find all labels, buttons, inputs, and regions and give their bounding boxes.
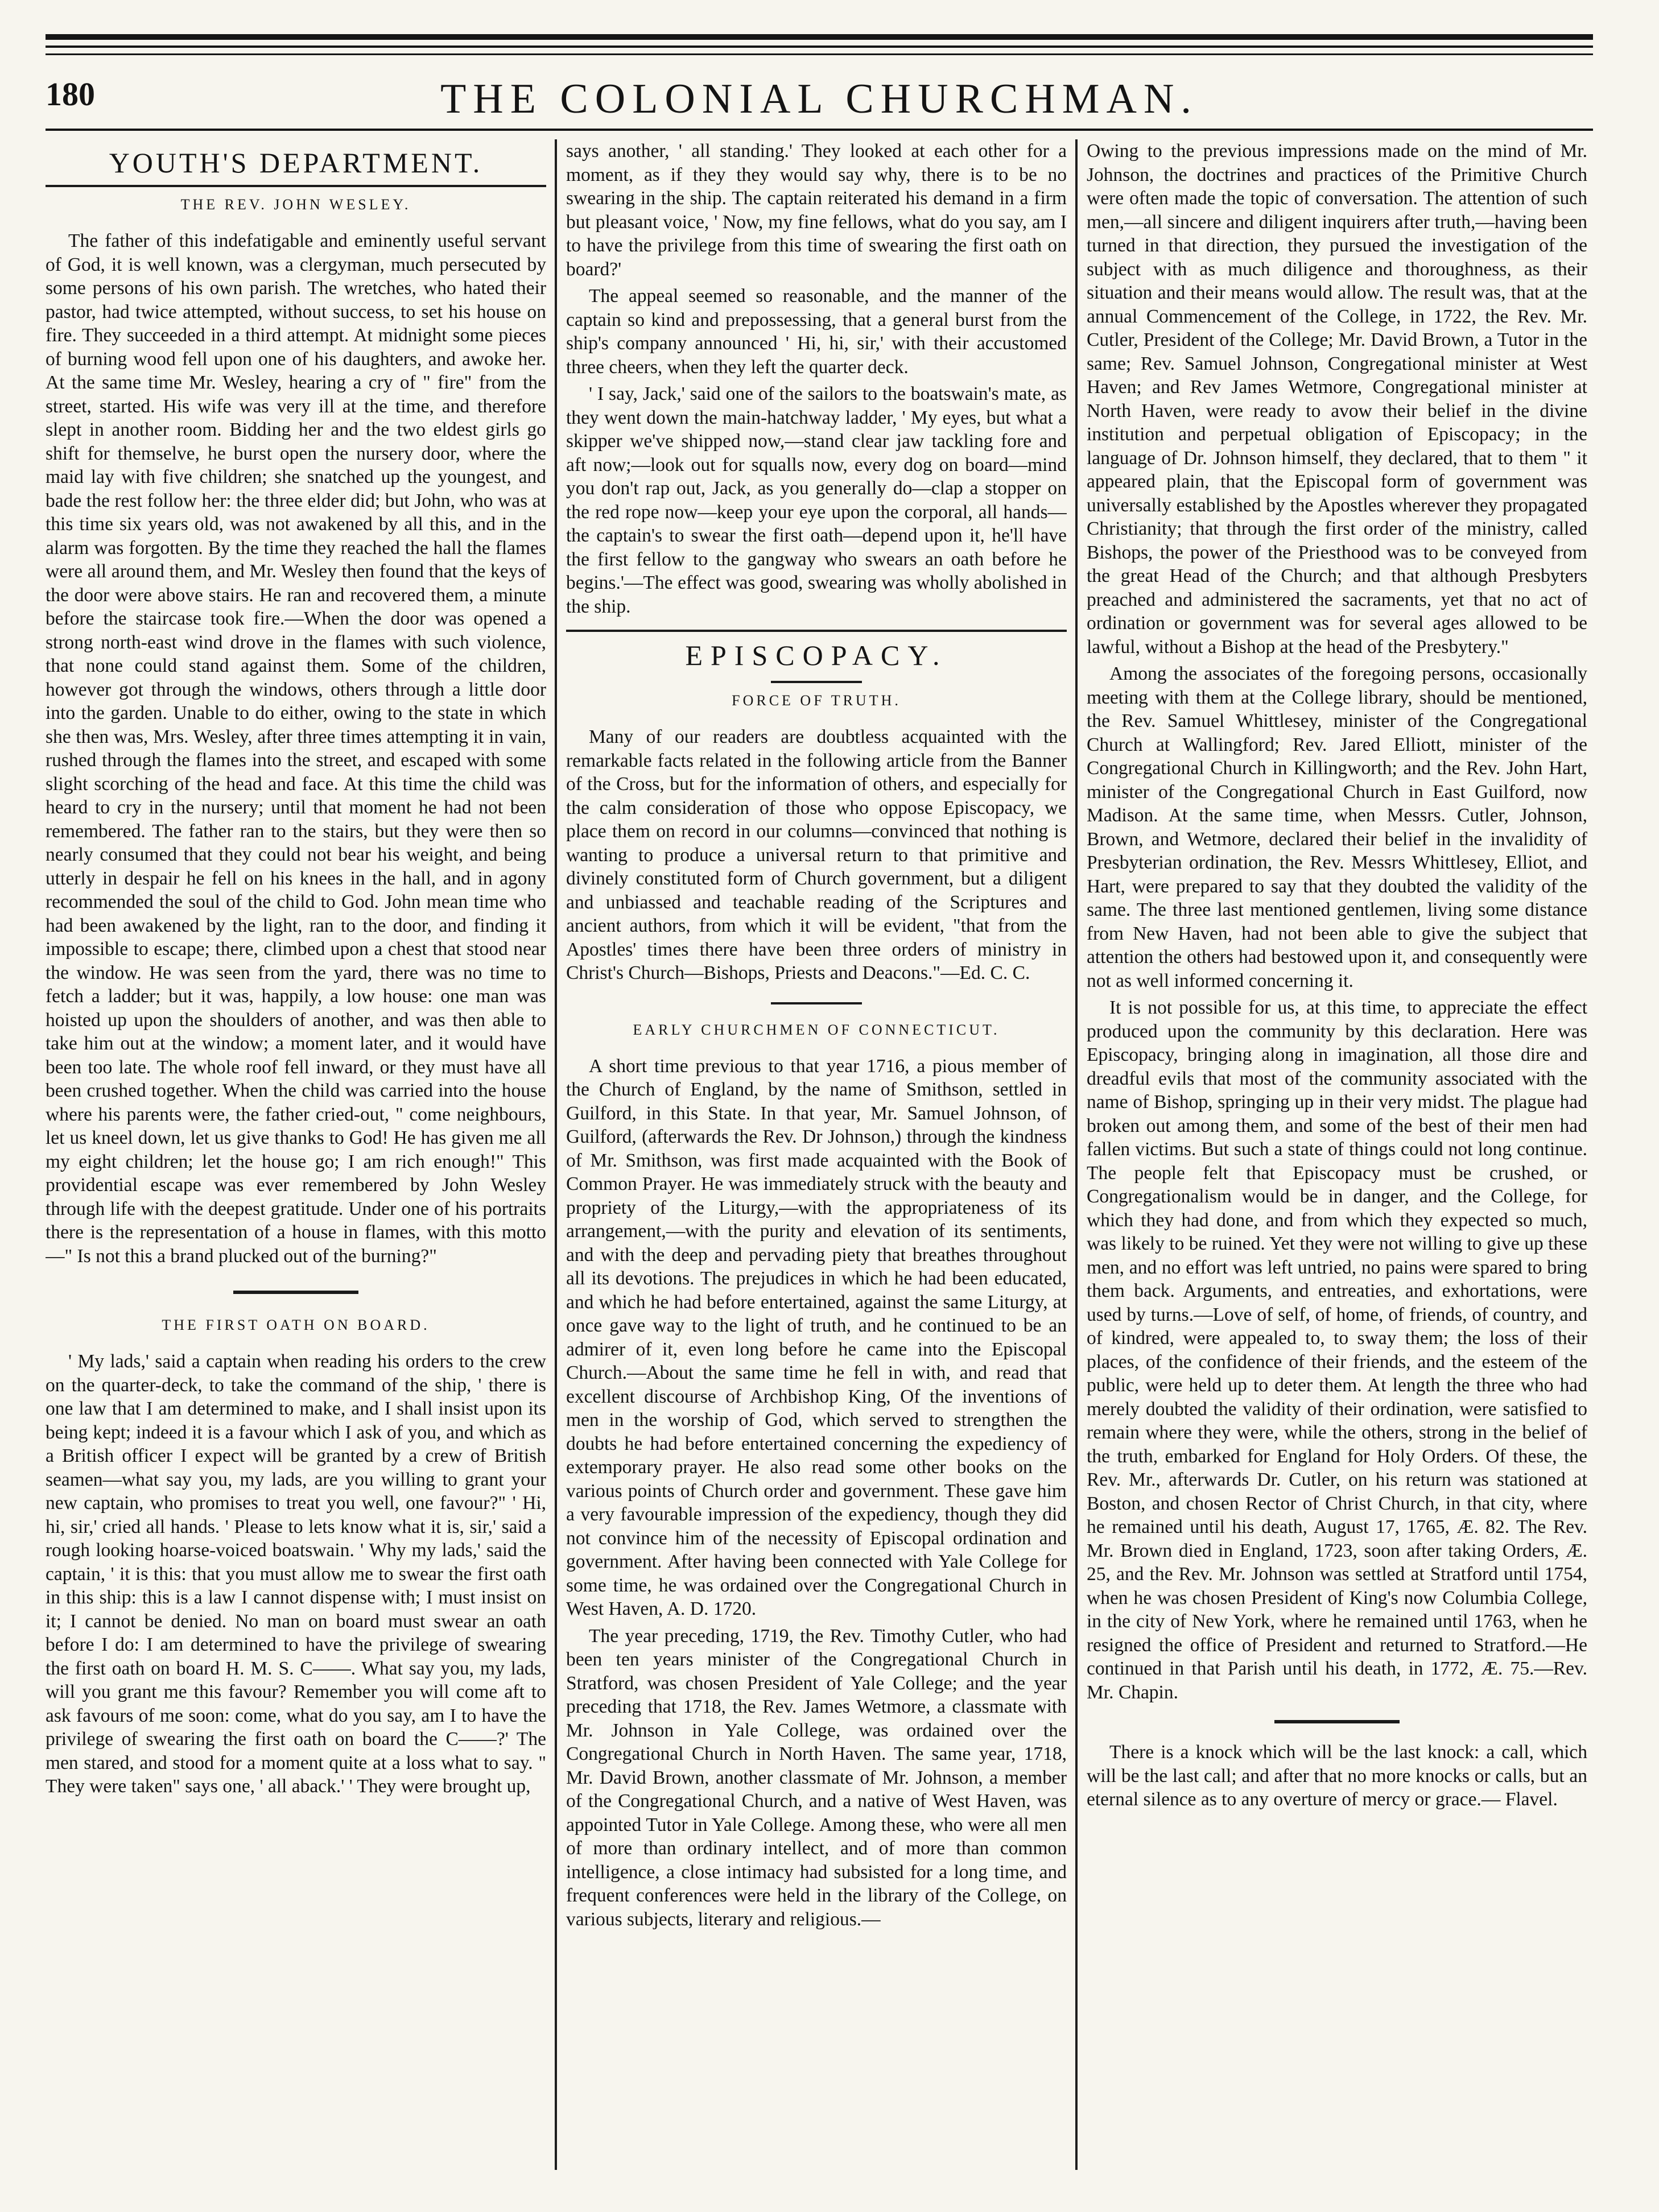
early-churchmen-paragraph: A short time previous to that year 1716, a pious member of the Church of England, by the name of Smithson, settled in Guilford, in this State. In that year, Mr. Samuel Johnson, of Guilford, (afterwards the Rev. Dr Johnson,) through the kindness of Mr. Smithson, was first made acquainted with the Book of Common Prayer. He was immediately struck with the beauty and propriety of the Liturgy,—with the appropriateness of its arrangement,—with the purity and elevation of its sentiments, and with the deep and pervading piety that breathes throughout all its devotions. The prejudices in which he had been educated, and which he had before entertained, against the same Liturgy, at once gave way to the light of truth, and he continued to be an admirer of it, even long before he came into the Episcopal Church.—About the same time he fell in with, and read that excellent discourse of Archbishop King, Of the inventions of men in the worship of God, which served to strengthen the doubts he had before entertained concerning the expediency of extemporary prayer. He also read some other books on the various points of Church order and government. These gave him a very favourable impression of the expediency, though they did not convince him of the necessity of Episcopal ordination and government. After having been connected with Yale College for some time, he was ordained over the Congregational Church in West Haven, A. D. 1720. <box>566 1055 1067 1619</box>
newspaper-page <box>34 23 1604 2178</box>
article-separator <box>1274 1720 1400 1723</box>
heading-separator <box>771 681 862 683</box>
article-separator <box>771 1002 862 1004</box>
article-separator <box>233 1291 358 1294</box>
masthead-rule <box>46 129 1593 131</box>
oath-continued-paragraph: says another, ' all standing.' They looked at each other for a moment, as if they they would say why, there is to be no swearing in the ship. The captain reiterated his demand in a firm but pleasant voice, ' Now, my fine fellows, what do you say, am I to have the privilege from this time of swearing the first oath on board?' <box>566 140 1067 280</box>
early-churchmen-heading: EARLY CHURCHMEN OF CONNECTICUT. <box>633 1021 1000 1038</box>
flavel-quote: There is a knock which will be the last knock: a call, which will be the last call; and after that no more knocks or calls, but an eternal silence as to any overture of mercy or grace.— Flavel. <box>1087 1742 1587 1810</box>
early-churchmen-continued: Among the associates of the foregoing persons, occasionally meeting with them at the College library, should be mentioned, the Rev. Samuel Whittlesey, minister of the Congregational Church at Wallingford; Rev. Jared Elliott, minister of the Congregational Church in Killingworth; and the Rev. John Hart, minister of the Congregational Church in East Guilford, now Madison. At the same time, when Messrs. Cutler, Johnson, Brown, and Wetmore, declared their belief in the invalidity of Presbyterian ordination, the Rev. Messrs Whittlesey, Elliot, and Hart, were prepared to say that they doubted the validity of the same. The three last mentioned gentlemen, living some distance from New Haven, had not been able to give the subject that attention the others had bestowed upon it, and consequently were not as well informed concerning it. <box>1087 663 1587 991</box>
oath-continued-paragraph: The appeal seemed so reasonable, and the manner of the captain so kind and prepossessing, that a general burst from the ship's company announced ' Hi, hi, sir,' with their accustomed three cheers, when they left the quarter deck. <box>566 286 1067 378</box>
early-churchmen-continued: It is not possible for us, at this time, to appreciate the effect produced upon the community by this declaration. Here was Episcopacy, bringing along in imagination, all those dire and dreadful evils that most of the community associated with the name of Bishop, springing up in their very midst. The plague had broken out among them, and some of the best of their men had fallen victims. But such a state of things could not long continue. The people felt that Episcopacy must be crushed, or Congregationalism would be in danger, and the College, for which they had done, and from which they expected so much, was likely to be ruined. Yet they were not willing to give up these men, and no effort was left untried, no pains were spared to bring them back. Arguments, and entreaties, and exhortations, were used by turns.—Love of self, of home, of friends, of country, and of kindred, were appealed to, to sway them; the loss of their places, of the confidence of their friends, and the esteem of the public, were held up to deter them. At length the three who had merely doubted the validity of their ordination, were satisfied to remain where they were, while the others, strong in the belief of the truth, embarked for England for Holy Orders. Of these, the Rev. Mr., afterwards Dr. Cutler, on his return was stationed at Boston, and chosen Rector of Christ Church, in that city, where he remained until his death, August 17, 1765, Æ. 82. The Rev. Mr. Brown died in England, 1723, soon after taking Orders, Æ. 25, and the Rev. Mr. Johnson was settled at Stratford until 1754, when he was chosen President of King's now Columbia College, in the city of New York, where he remained until 1763, when he resigned the office of President and returned to Stratford.—He continued in that Parish until his death, in 1772, Æ. 75.—Rev. Mr. Chapin. <box>1087 997 1587 1703</box>
oath-continued-paragraph: ' I say, Jack,' said one of the sailors to the boatswain's mate, as they went down the main-hatchway ladder, ' My eyes, but what a skipper we've shipped now,—stand clear jaw tackling fore and aft now;—look out for squalls now, every dog on board—mind you don't rap out, Jack, as you generally do—clap a stopper on the red rope now—keep your eye upon the corporal, all hands—the captain's to swear the first oath—depend upon it, he'll have the first fellow to the gangway who swears an oath before he begins.'—The effect was good, swearing was wholly abolished in the ship. <box>566 383 1067 617</box>
column-2 <box>566 139 1067 2170</box>
wesley-article-heading: THE REV. JOHN WESLEY. <box>180 196 411 213</box>
heading-rule <box>46 185 546 187</box>
section-rule <box>566 630 1067 632</box>
wesley-article-paragraph: The father of this indefatigable and eminently useful servant of God, it is well known, was a clergyman, much persecuted by some persons of his own parish. The wretches, who hated their pastor, had twice attempted, without success, to set his house on fire. They succeeded in a third attempt. At midnight some pieces of burning wood fell upon one of his daughters, and awoke her. At the same time Mr. Wesley, hearing a cry of " fire" from the street, started. His wife was very ill at the time, and therefore slept in another room. Bidding her and the two eldest girls go shift for themselve, he burst open the nursery door, where the maid lay with five children; she snatched up the youngest, and bade the rest follow her: the three elder did; but John, who was at this time six years old, was not awakened by all this, and in the alarm was forgotten. By the time they reached the hall the flames were all around them, and Mr. Wesley then found that the keys of the door were above stairs. He ran and recovered them, a minute before the staircase took fire.—When the door was opened a strong north-east wind drove in the flames with such violence, that none could stand against them. Some of the children, however got through the windows, others through a little door into the garden. Unable to do either, owing to the state in which she then was, Mrs. Wesley, after three times attempting it in vain, rushed through the flames into the street, and escaped with some slight scorching of the head and face. At this time the child was heard to cry in the nursery; until that moment he had not been remembered. The father ran to the stairs, but they were then so nearly consumed that they could not bear his weight, and being utterly in despair he fell on his knees in the hall, and in agony recommended the soul of the child to God. John mean time who had been awakened by the light, ran to the door, and finding it impossible to escape; there, climbed upon a chest that stood near the window. He was seen from the yard, there was no time to fetch a ladder; but it was, happily, a low house: one man was hoisted up upon the shoulders of another, and was then able to take him out at the window; a moment later, and it would have been too late. The whole roof fell inward, or they must have all been crushed together. When the child was carried into the house where his parents were, the father cried-out, " come neighbours, let us kneel down, let us give thanks to God! He has given me all my eight children; let the house go; I am rich enough!" This providential escape was ever remembered by John Wesley through life with the deepest gratitude. Under one of his portraits there is the representation of a house in flames, with this motto—" Is not this a brand plucked out of the burning?" <box>46 230 546 1267</box>
force-of-truth-heading: FORCE OF TRUTH. <box>732 692 901 709</box>
oath-article-heading: THE FIRST OATH ON BOARD. <box>162 1317 430 1333</box>
column-1 <box>46 139 546 2170</box>
top-rule-thick <box>46 34 1593 40</box>
episcopacy-heading: EPISCOPACY. <box>685 639 948 671</box>
force-of-truth-paragraph: Many of our readers are doubtless acquainted with the remarkable facts related in the following article from the Banner of the Cross, but for the information of others, and especially for the calm consideration of those who oppose Episcopacy, we place them on record in our columns—convinced that nothing is wanting to produce a universal return to that primitive and divinely constituted form of Church government, but a diligent and unbiassed and teachable reading of the Scriptures and ancient authors, from which it will be evident, "that from the Apostles' times there have been three orders of ministry in Christ's Church—Bishops, Priests and Deacons."—Ed. C. C. <box>566 726 1067 983</box>
column-divider-2 <box>1075 139 1078 2170</box>
column-3 <box>1087 139 1587 2170</box>
early-churchmen-paragraph: The year preceding, 1719, the Rev. Timothy Cutler, who had been ten years minister of the Congregational Church in Stratford, was chosen President of Yale College; and the year preceding that 1718, the Rev. James Wetmore, a classmate with Mr. Johnson in Yale College, was ordained over the Congregational Church in North Haven. The same year, 1718, Mr. David Brown, another classmate of Mr. Johnson, a member of the Congregational Church, and a native of West Haven, was appointed Tutor in Yale College. Among these, who were all men of more than ordinary intellect, and of more than common intelligence, a close intimacy had subsisted for a long time, and frequent conferences were held in the library of the College, on various subjects, literary and religious.— <box>566 1625 1067 1930</box>
masthead <box>34 75 1604 126</box>
early-churchmen-continued: Owing to the previous impressions made on the mind of Mr. Johnson, the doctrines and practices of the Primitive Church were often made the topic of conversation. The attention of such men,—all sincere and diligent inquirers after truth,—having been turned in that direction, they pursued the investigation of the subject with as much diligence and thoroughness, as their situation and their means would allow. The result was, that at the annual Commencement of the College, in 1722, the Rev. Mr. Cutler, President of the College; Mr. David Brown, a Tutor in the same; Rev. Samuel Johnson, Congregational minister at West Haven; and Rev James Wetmore, Congregational minister at North Haven, were ready to avow their belief in the divine institution and perpetual obligation of Episcopacy; in the language of Dr. Johnson himself, they declared, that to them " it appeared plain, that the Episcopal form of government was universally established by the Apostles wherever they propagated Christianity; that through the first order of the ministry, called Bishops, the power of the Priesthood was to be conveyed from the great Head of the Church; and that although Presbyters preached and administered the sacraments, yet that no act of ordination or government was for several ages allowed to be lawful, without a Bishop at the head of the Presbytery." <box>1087 140 1587 658</box>
youths-department-heading: YOUTH'S DEPARTMENT. <box>109 147 483 179</box>
page-number: 180 <box>46 76 95 113</box>
top-rule-thin-2 <box>46 53 1593 55</box>
oath-article-paragraph: ' My lads,' said a captain when reading his orders to the crew on the quarter-deck, to take the command of the ship, ' there is one law that I am determined to make, and I shall insist upon its being kept; indeed it is a favour which I ask of you, and which as a British officer I expect will be granted by a crew of British seamen—what say you, my lads, are you willing to grant your new captain, who promises to treat you well, one favour?" ' Hi, hi, sir,' cried all hands. ' Please to lets know what it is, sir,' said a rough looking hoarse-voiced boatswain. ' Why my lads,' said the captain, ' it is this: that you must allow me to swear the first oath in this ship: this is a law I cannot dispense with; I must insist on it; I cannot be denied. No man on board must swear an oath before I do: I am determined to have the privilege of swearing the first oath on board H. M. S. C——. What say you, my lads, will you grant me this favour? Remember you will come aft to ask favours of me soon: come, what do you say, am I to have the privilege of swearing the first oath on board the C——?' The men stared, and stood for a moment quite at a loss what to say. " They were taken" says one, ' all aback.' ' They were brought up, <box>46 1351 546 1797</box>
newspaper-title: THE COLONIAL CHURCHMAN. <box>440 76 1198 122</box>
top-rule-thin <box>46 46 1593 48</box>
column-divider-1 <box>555 139 557 2170</box>
